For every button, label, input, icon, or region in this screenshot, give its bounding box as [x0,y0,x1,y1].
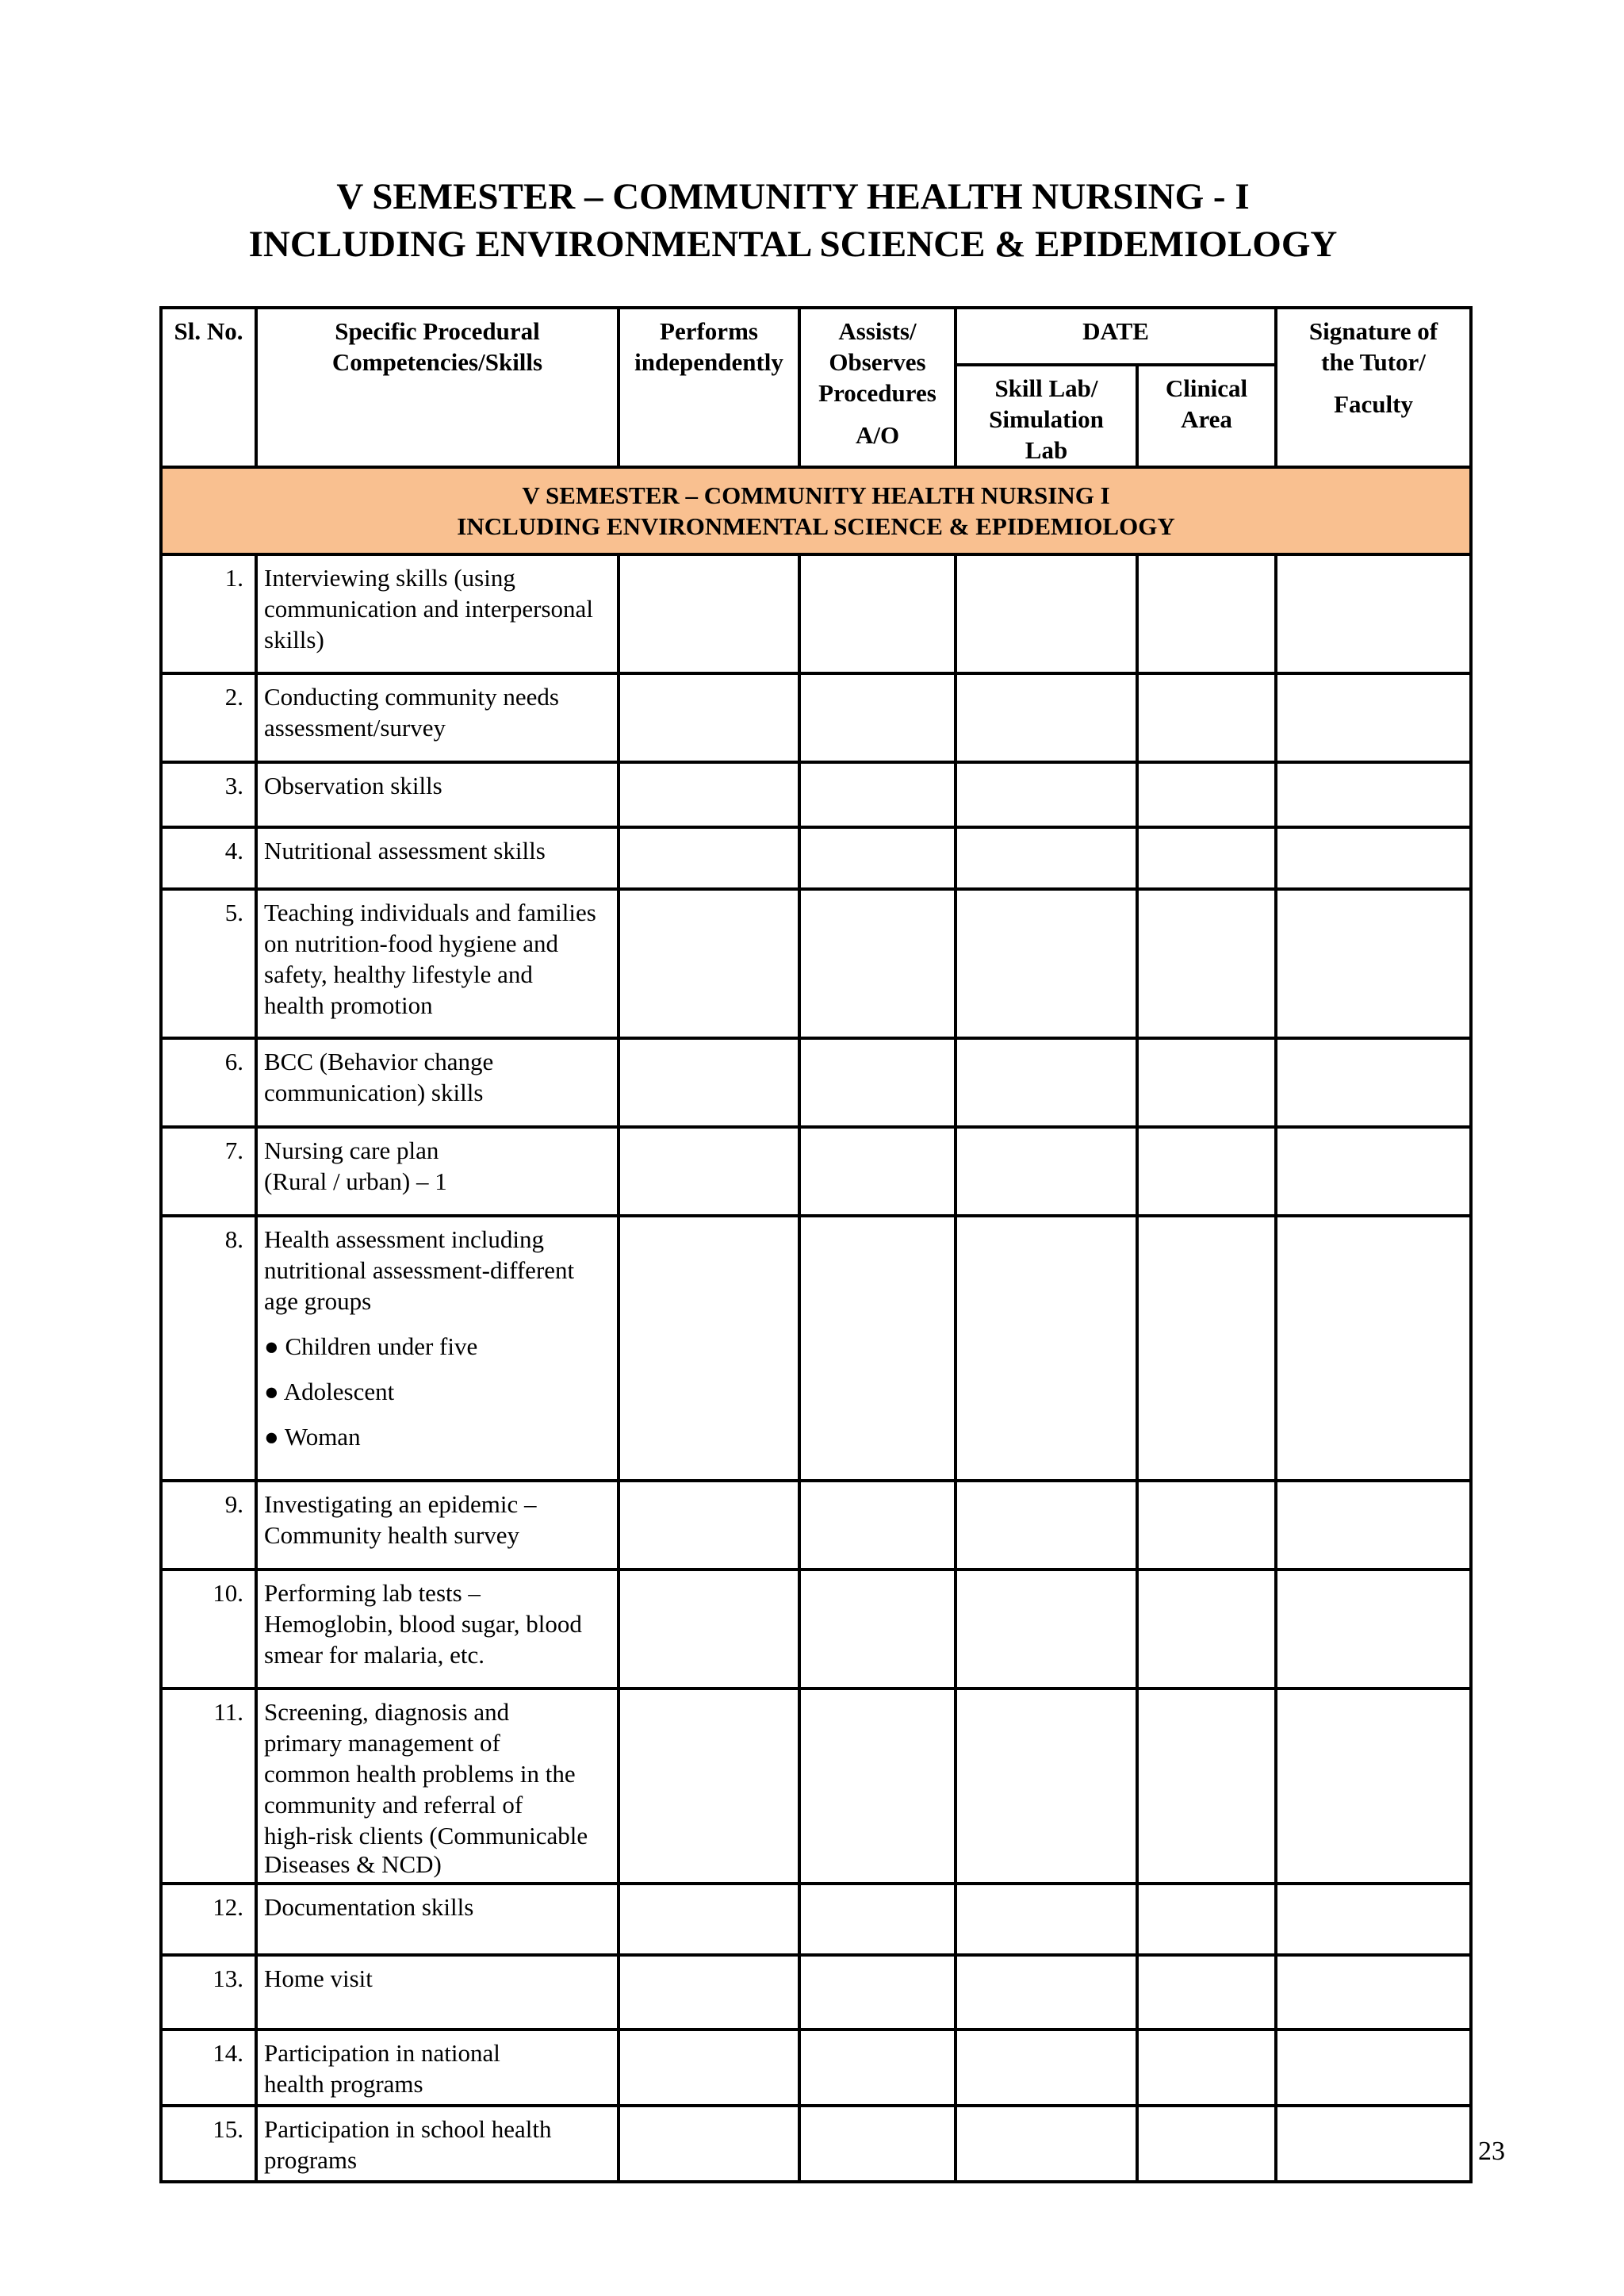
page-number: 23 [1478,2137,1505,2166]
row-skill: Interviewing skills (using communication and interpersonal skills) [256,554,619,673]
table-row [161,554,1471,673]
bullet-item: ● Children under five [264,1332,478,1360]
performs-cell[interactable] [619,1688,799,1884]
signature-cell[interactable] [1276,1481,1471,1570]
assists-cell[interactable] [799,673,956,762]
clinical-date-cell[interactable] [1137,889,1276,1038]
signature-cell[interactable] [1276,1955,1471,2030]
performs-cell[interactable] [619,1884,799,1955]
table-row [161,1570,1471,1688]
signature-cell[interactable] [1276,1884,1471,1955]
skill-lab-date-cell[interactable] [956,673,1137,762]
header-skill-lab: Skill Lab/ Simulation Lab [956,365,1137,467]
assists-cell[interactable] [799,2106,956,2182]
clinical-date-cell[interactable] [1137,2030,1276,2106]
row-skill: Conducting community needs assessment/survey [256,673,619,762]
skill-lab-date-cell[interactable] [956,2106,1137,2182]
performs-cell[interactable] [619,2106,799,2182]
table-row [161,1038,1471,1127]
header-row [161,308,1471,365]
signature-cell[interactable] [1276,1038,1471,1127]
row-number: 12. [161,1884,256,1955]
row-skill: Performing lab tests – Hemoglobin, blood sugar, blood smear for malaria, etc. [256,1570,619,1688]
signature-cell[interactable] [1276,2030,1471,2106]
clinical-date-cell[interactable] [1137,554,1276,673]
performs-cell[interactable] [619,554,799,673]
assists-cell[interactable] [799,889,956,1038]
performs-cell[interactable] [619,1038,799,1127]
header-performs: Performs independently [619,308,799,467]
row-number: 10. [161,1570,256,1688]
table-row [161,1481,1471,1570]
table-row [161,1127,1471,1216]
performs-cell[interactable] [619,1216,799,1481]
skill-lab-date-cell[interactable] [956,1688,1137,1884]
assists-cell[interactable] [799,1884,956,1955]
row-skill: BCC (Behavior change communication) skills [256,1038,619,1127]
assists-cell[interactable] [799,1955,956,2030]
skill-lab-date-cell[interactable] [956,2030,1137,2106]
signature-cell[interactable] [1276,554,1471,673]
performs-cell[interactable] [619,1955,799,2030]
row-skill: Health assessment including nutritional assessment-different age groups ● Children under five ● Adolescent ● Woman [256,1216,619,1481]
row-number: 15. [161,2106,256,2182]
section-band-row [161,467,1471,554]
skill-lab-date-cell[interactable] [956,827,1137,889]
performs-cell[interactable] [619,1570,799,1688]
assists-cell[interactable] [799,554,956,673]
row-number: 9. [161,1481,256,1570]
performs-cell[interactable] [619,1127,799,1216]
skill-lab-date-cell[interactable] [956,1038,1137,1127]
header-assists: Assists/ Observes Procedures A/O [799,308,956,467]
header-clinical-area: Clinical Area [1137,365,1276,467]
clinical-date-cell[interactable] [1137,762,1276,827]
table-row [161,827,1471,889]
row-skill: Participation in school health programs [256,2106,619,2182]
row-skill: Home visit [256,1955,619,2030]
signature-cell[interactable] [1276,827,1471,889]
skill-lab-date-cell[interactable] [956,762,1137,827]
row-skill: Documentation skills [256,1884,619,1955]
clinical-date-cell[interactable] [1137,1688,1276,1884]
row-number: 4. [161,827,256,889]
signature-cell[interactable] [1276,1688,1471,1884]
performs-cell[interactable] [619,889,799,1038]
row-number: 5. [161,889,256,1038]
table-row [161,762,1471,827]
assists-cell[interactable] [799,2030,956,2106]
row-number: 13. [161,1955,256,2030]
competency-table [159,306,1473,2183]
row-skill: Nursing care plan (Rural / urban) – 1 [256,1127,619,1216]
signature-cell[interactable] [1276,673,1471,762]
table-row [161,673,1471,762]
skill-lab-date-cell[interactable] [956,1481,1137,1570]
bullet-item: ● Woman [264,1423,361,1451]
section-band: V SEMESTER – COMMUNITY HEALTH NURSING I INCLUDING ENVIRONMENTAL SCIENCE & EPIDEMIOLOGY [161,467,1471,554]
clinical-date-cell[interactable] [1137,2106,1276,2182]
assists-cell[interactable] [799,1038,956,1127]
table-row [161,889,1471,1038]
clinical-date-cell[interactable] [1137,673,1276,762]
skill-lab-date-cell[interactable] [956,1884,1137,1955]
table-row [161,1884,1471,1955]
header-sl-no: Sl. No. [161,308,256,467]
clinical-date-cell[interactable] [1137,1884,1276,1955]
assists-cell[interactable] [799,1481,956,1570]
assists-cell[interactable] [799,762,956,827]
skill-lab-date-cell[interactable] [956,554,1137,673]
row-skill: Teaching individuals and families on nutrition-food hygiene and safety, healthy lifestyle and health promotion [256,889,619,1038]
performs-cell[interactable] [619,762,799,827]
skill-lab-date-cell[interactable] [956,1216,1137,1481]
row-number: 7. [161,1127,256,1216]
bullet-item: ● Adolescent [264,1378,395,1405]
row-number: 14. [161,2030,256,2106]
signature-cell[interactable] [1276,1570,1471,1688]
performs-cell[interactable] [619,1481,799,1570]
table-row [161,2106,1471,2182]
skill-lab-date-cell[interactable] [956,1955,1137,2030]
signature-cell[interactable] [1276,2106,1471,2182]
performs-cell[interactable] [619,2030,799,2106]
clinical-date-cell[interactable] [1137,1038,1276,1127]
performs-cell[interactable] [619,673,799,762]
signature-cell[interactable] [1276,762,1471,827]
title-line-2: INCLUDING ENVIRONMENTAL SCIENCE & EPIDEMIOLOGY [248,224,1338,265]
clinical-date-cell[interactable] [1137,1570,1276,1688]
row-skill: Investigating an epidemic – Community health survey [256,1481,619,1570]
row-skill: Nutritional assessment skills [256,827,619,889]
clinical-date-cell[interactable] [1137,827,1276,889]
clinical-date-cell[interactable] [1137,1955,1276,2030]
clinical-date-cell[interactable] [1137,1127,1276,1216]
table-row [161,1955,1471,2030]
skill-lab-date-cell[interactable] [956,1127,1137,1216]
signature-cell[interactable] [1276,889,1471,1038]
performs-cell[interactable] [619,827,799,889]
row-skill: Observation skills [256,762,619,827]
header-competencies: Specific Procedural Competencies/Skills [256,308,619,467]
row-skill: Participation in national health programs [256,2030,619,2106]
row-skill: Screening, diagnosis and primary management of common health problems in the community and referral of high-risk clients (Communicable Diseases & NCD) [256,1688,619,1884]
assists-cell[interactable] [799,1216,956,1481]
assists-cell[interactable] [799,1127,956,1216]
page-title [0,173,1586,268]
clinical-date-cell[interactable] [1137,1216,1276,1481]
assists-cell[interactable] [799,1570,956,1688]
assists-cell[interactable] [799,827,956,889]
row-number: 3. [161,762,256,827]
skill-lab-date-cell[interactable] [956,889,1137,1038]
row-number: 1. [161,554,256,673]
table-row [161,2030,1471,2106]
row-number: 8. [161,1216,256,1481]
row-number: 2. [161,673,256,762]
header-date: DATE [956,308,1276,365]
title-line-1: V SEMESTER – COMMUNITY HEALTH NURSING - I [336,176,1250,217]
table-row [161,1216,1471,1481]
signature-cell[interactable] [1276,1127,1471,1216]
signature-cell[interactable] [1276,1216,1471,1481]
skill-lab-date-cell[interactable] [956,1570,1137,1688]
clinical-date-cell[interactable] [1137,1481,1276,1570]
assists-cell[interactable] [799,1688,956,1884]
table-row [161,1688,1471,1884]
header-signature: Signature of the Tutor/ Faculty [1276,308,1471,467]
row-number: 11. [161,1688,256,1884]
row-number: 6. [161,1038,256,1127]
